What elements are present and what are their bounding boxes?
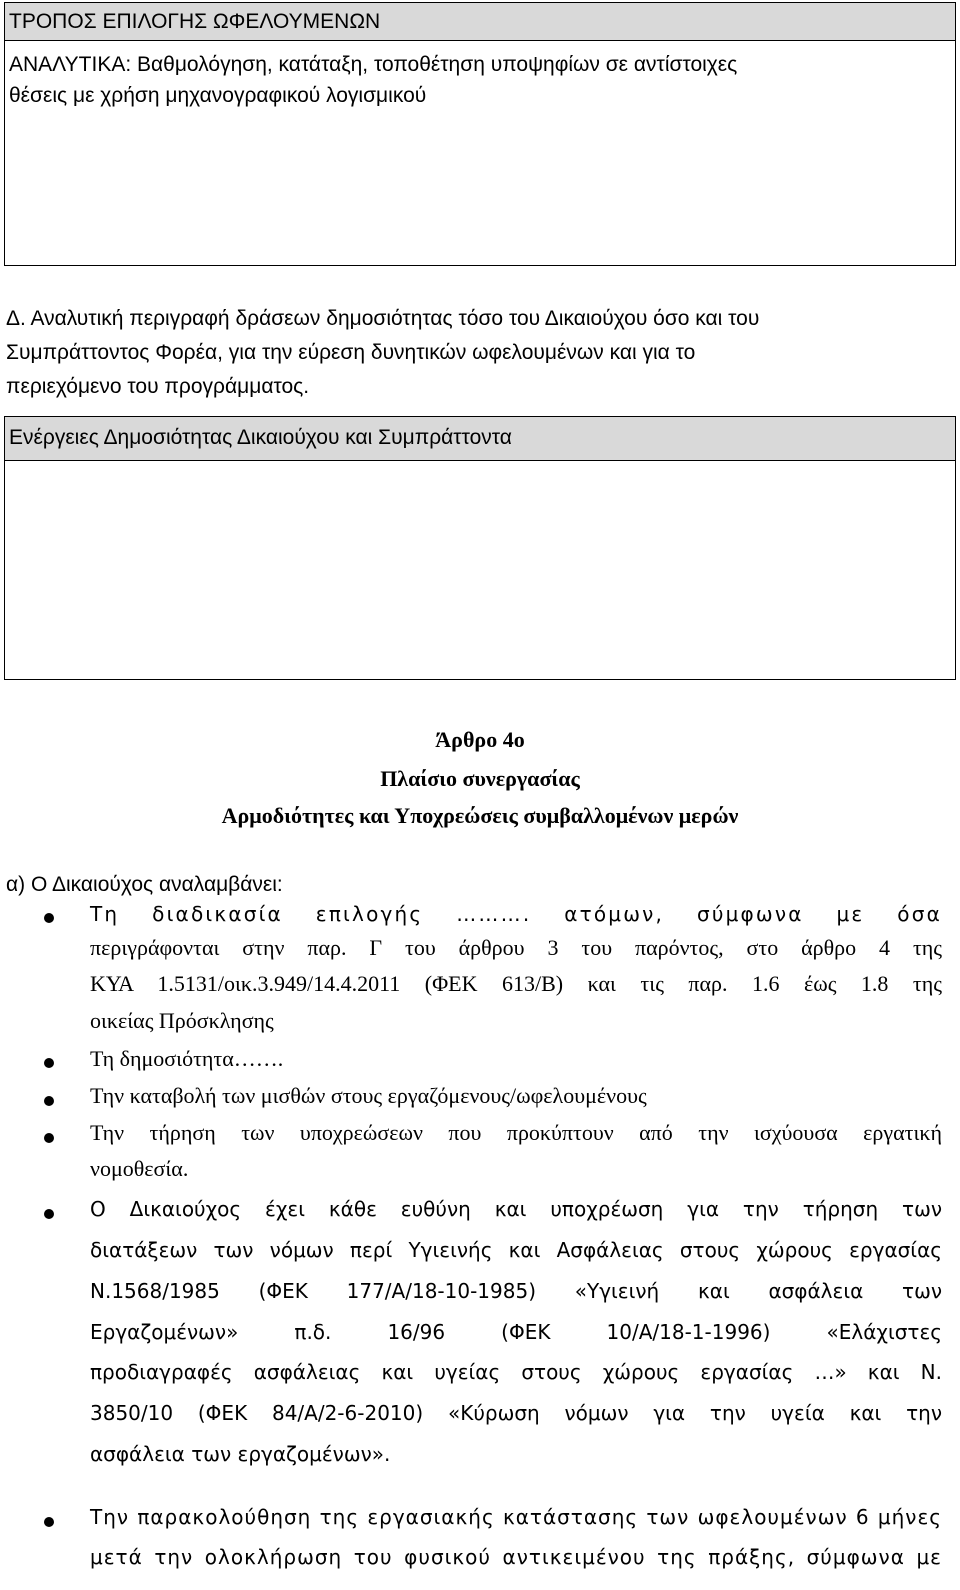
bullet-5-line-6: 3850/10 (ΦΕΚ 84/Α/2-6-2010) «Κύρωση νόμων για την υγεία και την [90,1401,942,1425]
bullet-4-line-1: Την τήρηση των υποχρεώσεων που προκύπτουν από την ισχύουσα εργατική [90,1120,942,1145]
publicity-actions-table [4,416,956,680]
bullet-5-line-7: ασφάλεια των εργαζομένων». [90,1442,391,1466]
bullet-2-dot [44,1058,54,1068]
article-subtitle-responsibilities: Αρμοδιότητες και Υποχρεώσεις συμβαλλομένων μερών [221,803,739,828]
publicity-actions-header: Ενέργειες Δημοσιότητας Δικαιούχου και Συμπράττοντα [5,417,955,461]
selection-method-header: ΤΡΟΠΟΣ ΕΠΙΛΟΓΗΣ ΩΦΕΛΟΥΜΕΝΩΝ [5,3,955,41]
section-d-line-2: Συμπράττοντος Φορέα, για την εύρεση δυνητικών ωφελουμένων και για το [6,341,696,364]
bullet-5-line-5: προδιαγραφές ασφάλειας και υγείας στους χώρους εργασίας …» και Ν. [90,1360,942,1384]
bullet-2-line-1: Τη δημοσιότητα……. [90,1046,284,1071]
bullet-1-line-1: Τη διαδικασία επιλογής ………. ατόμων, σύμφωνα με όσα [90,902,942,926]
bullet-5-dot [44,1209,54,1219]
bullet-4-line-2: νομοθεσία. [90,1156,189,1181]
bullet-1-line-3: ΚΥΑ 1.5131/οικ.3.949/14.4.2011 (ΦΕΚ 613/Β) και τις παρ. 1.6 έως 1.8 της [90,971,942,996]
bullet-5-line-2: διατάξεων των νόμων περί Υγιεινής και Ασφάλειας στους χώρους εργασίας [90,1238,942,1262]
bullet-5-line-4: Εργαζομένων» π.δ. 16/96 (ΦΕΚ 10/Α/18-1-1996) «Ελάχιστες [90,1320,942,1344]
bullet-6-line-2: μετά την ολοκλήρωση του φυσικού αντικειμένου της πράξης, σύμφωνα με [90,1545,942,1569]
bullet-6-dot [44,1517,54,1527]
bullet-5-line-1: Ο Δικαιούχος έχει κάθε ευθύνη και υποχρέωση για την τήρηση των [90,1197,942,1221]
bullet-3-dot [44,1096,54,1106]
selection-method-table [4,2,956,266]
bullet-1-line-4: οικείας Πρόσκλησης [90,1008,274,1033]
section-d-line-1: Δ. Αναλυτική περιγραφή δράσεων δημοσιότητας τόσο του Δικαιούχου όσο και του [6,307,760,330]
article-title: Άρθρο 4ο [435,727,525,752]
bullet-4-dot [44,1133,54,1143]
bullet-1-dot [44,913,54,923]
clause-a-intro: α) Ο Δικαιούχος αναλαμβάνει: [6,873,283,896]
section-d-paragraph [6,302,954,404]
selection-method-line-2: θέσεις με χρήση μηχανογραφικού λογισμικού [9,84,427,107]
bullet-5-line-3: Ν.1568/1985 (ΦΕΚ 177/Α/18-10-1985) «Υγιεινή και ασφάλεια των [90,1279,942,1303]
article-subtitle-cooperation: Πλαίσιο συνεργασίας [380,766,580,791]
selection-method-body [5,41,955,111]
bullet-6-line-1: Την παρακολούθηση της εργασιακής κατάστασης των ωφελουμένων 6 μήνες [90,1505,942,1529]
bullet-1-line-2: περιγράφονται στην παρ. Γ του άρθρου 3 του παρόντος, στο άρθρο 4 της [90,935,942,960]
section-d-line-3: περιεχόμενο του προγράμματος. [6,375,310,398]
bullet-3-line-1: Την καταβολή των μισθών στους εργαζόμενους/ωφελουμένους [90,1083,647,1108]
selection-method-line-1: ΑΝΑΛΥΤΙΚΑ: Βαθμολόγηση, κατάταξη, τοποθέτηση υποψηφίων σε αντίστοιχες [9,53,738,76]
